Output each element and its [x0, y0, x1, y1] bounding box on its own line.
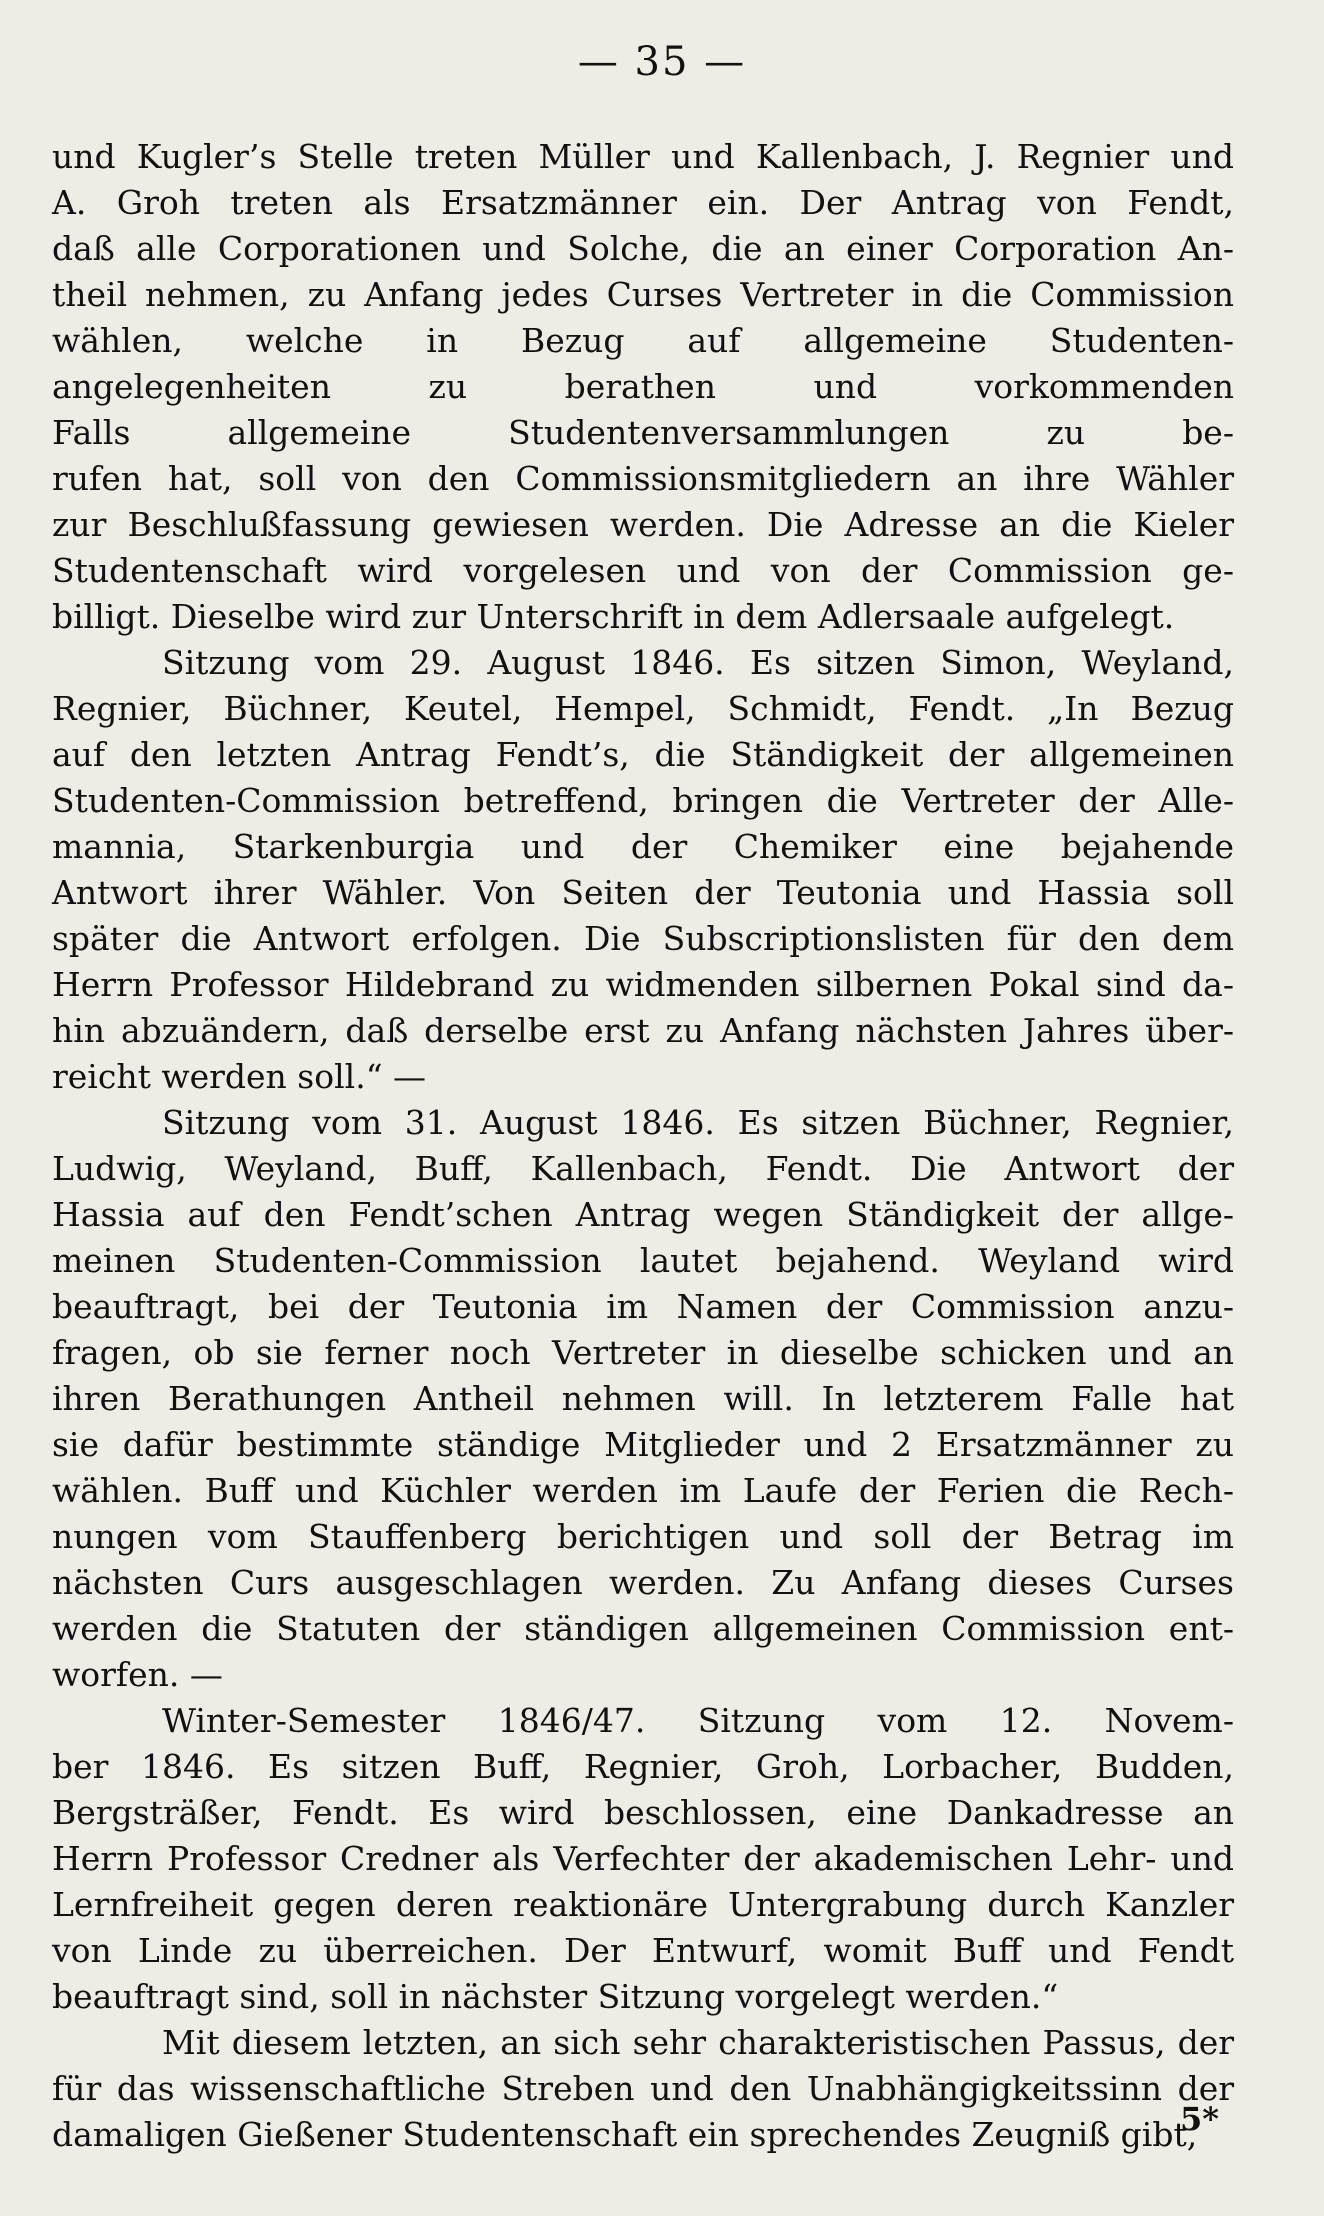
- text-line: für das wissenschaftliche Streben und den Unabhängigkeitssinn der: [52, 2069, 1234, 2108]
- page-number: — 35 —: [577, 39, 747, 85]
- text-line: rufen hat, soll von den Commissionsmitgliedern an ihre Wähler: [52, 459, 1234, 498]
- text-line: sie dafür bestimmte ständige Mitglieder und 2 Ersatzmänner zu: [52, 1425, 1234, 1464]
- text-line: hin abzuändern, daß derselbe erst zu Anfang nächsten Jahres über-: [52, 1011, 1234, 1050]
- text-line: nächsten Curs ausgeschlagen werden. Zu Anfang dieses Curses: [52, 1563, 1234, 1602]
- text-line: beauftragt, bei der Teutonia im Namen der Commission anzu-: [52, 1287, 1234, 1326]
- text-line: Lernfreiheit gegen deren reaktionäre Untergrabung durch Kanzler: [52, 1885, 1234, 1924]
- text-line: zur Beschlußfassung gewiesen werden. Die Adresse an die Kieler: [52, 505, 1234, 544]
- text-line: auf den letzten Antrag Fendt’s, die Ständigkeit der allgemeinen: [52, 735, 1234, 774]
- text-line: Studentenschaft wird vorgelesen und von der Commission ge-: [52, 551, 1234, 590]
- text-line: nungen vom Stauffenberg berichtigen und soll der Betrag im: [52, 1517, 1234, 1556]
- text-line: angelegenheiten zu berathen und vorkommenden: [52, 367, 1234, 406]
- text-line: beauftragt sind, soll in nächster Sitzung vorgelegt werden.“: [52, 1977, 1059, 2016]
- text-line: Sitzung vom 31. August 1846. Es sitzen Büchner, Regnier,: [162, 1103, 1234, 1142]
- printer-signature-mark: 5*: [1180, 2100, 1219, 2138]
- text-line: Sitzung vom 29. August 1846. Es sitzen Simon, Weyland,: [162, 643, 1234, 682]
- text-line: worfen. —: [52, 1655, 223, 1694]
- text-line: Hassia auf den Fendt’schen Antrag wegen Ständigkeit der allge-: [52, 1195, 1234, 1234]
- text-line: ber 1846. Es sitzen Buff, Regnier, Groh, Lorbacher, Budden,: [52, 1747, 1234, 1786]
- text-line: werden die Statuten der ständigen allgemeinen Commission ent-: [52, 1609, 1234, 1648]
- text-line: Ludwig, Weyland, Buff, Kallenbach, Fendt. Die Antwort der: [52, 1149, 1234, 1188]
- text-line: wählen, welche in Bezug auf allgemeine Studenten-: [52, 321, 1234, 360]
- text-line: wählen. Buff und Küchler werden im Laufe der Ferien die Rech-: [52, 1471, 1234, 1510]
- text-line: daß alle Corporationen und Solche, die an einer Corporation An-: [52, 229, 1234, 268]
- text-line: Studenten-Commission betreffend, bringen die Vertreter der Alle-: [52, 781, 1234, 820]
- text-line: billigt. Dieselbe wird zur Unterschrift in dem Adlersaale aufgelegt.: [52, 597, 1175, 636]
- text-line: und Kugler’s Stelle treten Müller und Kallenbach, J. Regnier und: [52, 137, 1234, 176]
- text-line: reicht werden soll.“ —: [52, 1057, 427, 1096]
- text-line: fragen, ob sie ferner noch Vertreter in dieselbe schicken und an: [52, 1333, 1234, 1372]
- text-line: von Linde zu überreichen. Der Entwurf, womit Buff und Fendt: [52, 1931, 1234, 1970]
- text-line: später die Antwort erfolgen. Die Subscriptionslisten für den dem: [52, 919, 1234, 958]
- text-line: meinen Studenten-Commission lautet bejahend. Weyland wird: [52, 1241, 1234, 1280]
- text-line: Regnier, Büchner, Keutel, Hempel, Schmidt, Fendt. „In Bezug: [52, 689, 1234, 728]
- text-line: Herrn Professor Hildebrand zu widmenden silbernen Pokal sind da-: [52, 965, 1234, 1004]
- text-line: Herrn Professor Credner als Verfechter der akademischen Lehr- und: [52, 1839, 1234, 1878]
- text-line: Mit diesem letzten, an sich sehr charakteristischen Passus, der: [162, 2023, 1234, 2062]
- text-line: theil nehmen, zu Anfang jedes Curses Vertreter in die Commission: [52, 275, 1234, 314]
- text-line: mannia, Starkenburgia und der Chemiker eine bejahende: [52, 827, 1234, 866]
- body-text: [52, 134, 1234, 2158]
- text-line: Winter-Semester 1846/47. Sitzung vom 12. Novem-: [162, 1701, 1234, 1740]
- text-line: A. Groh treten als Ersatzmänner ein. Der Antrag von Fendt,: [52, 183, 1234, 222]
- text-line: ihren Berathungen Antheil nehmen will. In letzterem Falle hat: [52, 1379, 1234, 1418]
- text-line: Falls allgemeine Studentenversammlungen zu be-: [52, 413, 1234, 452]
- text-line: Antwort ihrer Wähler. Von Seiten der Teutonia und Hassia soll: [52, 873, 1234, 912]
- text-line: damaligen Gießener Studentenschaft ein sprechendes Zeugniß gibt,: [52, 2115, 1198, 2154]
- text-line: Bergsträßer, Fendt. Es wird beschlossen, eine Dankadresse an: [52, 1793, 1234, 1832]
